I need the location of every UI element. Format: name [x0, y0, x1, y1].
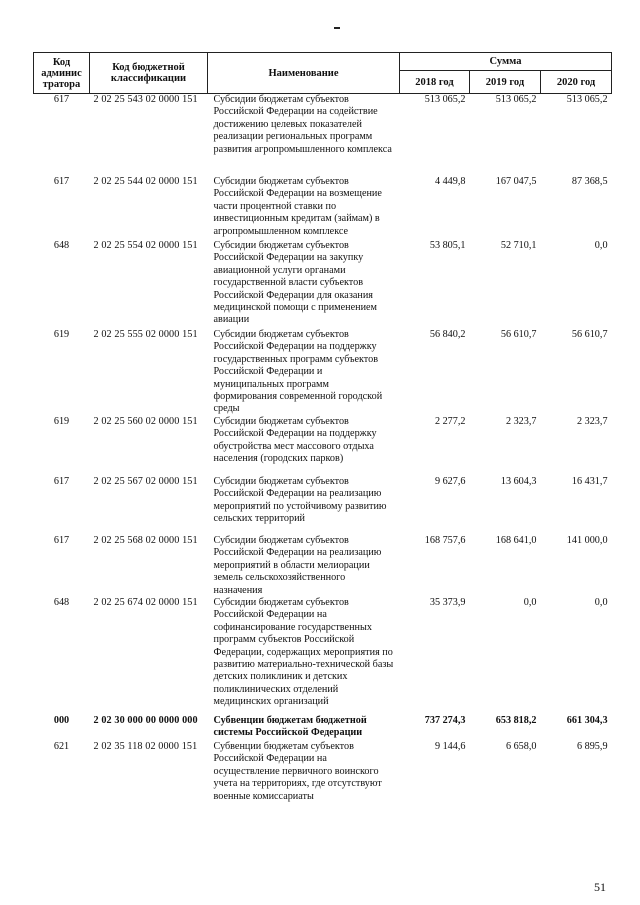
- top-dash-mark: [334, 27, 340, 29]
- admin-code-cell: 648: [53, 597, 70, 609]
- table-row: [34, 741, 612, 803]
- value-2019-cell: 168 641,0: [495, 535, 537, 546]
- budget-table-container: [33, 52, 611, 803]
- value-2018-cell: 168 757,6: [424, 535, 466, 546]
- name-cell: Субсидии бюджетам субъектов Российской Федерации на возмещение части процентной ставки по инвестиционным кредитам (займам) в агропромышленном комплексе: [213, 176, 382, 237]
- header-year-2020: 2020 год: [541, 71, 612, 94]
- value-2019-cell: 13 604,3: [500, 476, 537, 487]
- value-2019-cell: 653 818,2: [495, 715, 537, 727]
- table-row: [34, 240, 612, 329]
- value-2019-cell: 0,0: [523, 597, 537, 609]
- value-2020-cell: 6 895,9: [576, 741, 608, 753]
- admin-code-cell: 648: [53, 240, 70, 251]
- value-2018-cell: 513 065,2: [424, 94, 466, 105]
- header-year-2018: 2018 год: [400, 71, 470, 94]
- admin-code-cell: 617: [53, 94, 70, 105]
- header-name: Наименование: [208, 53, 400, 94]
- table-row: [34, 476, 612, 535]
- kbk-cell: 2 02 25 554 02 0000 151: [93, 240, 198, 251]
- kbk-cell: 2 02 25 674 02 0000 151: [93, 597, 198, 609]
- table-row-total: [34, 715, 612, 741]
- kbk-cell: 2 02 30 000 00 0000 000: [93, 715, 198, 727]
- value-2019-cell: 2 323,7: [505, 416, 537, 427]
- table-body: [34, 94, 612, 804]
- value-2020-cell: 56 610,7: [571, 329, 608, 340]
- header-admin-line: тратора: [42, 78, 81, 90]
- value-2018-cell: 53 805,1: [429, 240, 466, 251]
- kbk-cell: 2 02 35 118 02 0000 151: [93, 741, 198, 753]
- name-cell: Субсидии бюджетам субъектов Российской Федерации на реализацию мероприятий по устойчивому развитию сельских территорий: [213, 476, 387, 525]
- admin-code-cell: 619: [53, 329, 70, 340]
- value-2019-cell: 6 658,0: [505, 741, 537, 753]
- table-row: [34, 176, 612, 240]
- name-cell: Субсидии бюджетам субъектов Российской Федерации на поддержку обустройства мест массового отдыха населения (городских парков): [213, 416, 377, 465]
- admin-code-cell: 000: [53, 715, 70, 727]
- value-2018-cell: 737 274,3: [424, 715, 466, 727]
- header-kbk: [90, 53, 208, 94]
- value-2020-cell: 661 304,3: [566, 715, 608, 727]
- value-2018-cell: 56 840,2: [429, 329, 466, 340]
- name-cell: Субсидии бюджетам субъектов Российской Федерации на закупку авиационной услуги органами государственной власти субъектов Российской Федерации для оказания медицинской помощи с применением авиации: [213, 240, 377, 326]
- kbk-cell: 2 02 25 543 02 0000 151: [93, 94, 198, 105]
- table-row: [34, 535, 612, 597]
- value-2019-cell: 56 610,7: [500, 329, 537, 340]
- header-year-2019: 2019 год: [470, 71, 541, 94]
- value-2020-cell: 141 000,0: [566, 535, 608, 546]
- admin-code-cell: 621: [53, 741, 70, 753]
- name-cell: Субвенции бюджетам бюджетной системы Российской Федерации: [213, 715, 367, 739]
- budget-table: [33, 52, 612, 803]
- name-cell: Субсидии бюджетам субъектов Российской Федерации на софинансирование государственных программ субъектов Российской Федерации, содержащих мероприятия по развитию материально-технической базы детских поликлиник и детских поликлинических отделений медицинских организаций: [213, 597, 394, 708]
- value-2020-cell: 513 065,2: [566, 94, 608, 105]
- name-cell: Субвенции бюджетам субъектов Российской Федерации на осуществление первичного воинского учета на территориях, где отсутствуют военные комиссариаты: [213, 741, 382, 802]
- page-number: 51: [594, 880, 606, 894]
- kbk-cell: 2 02 25 567 02 0000 151: [93, 476, 198, 487]
- value-2018-cell: 35 373,9: [429, 597, 466, 609]
- kbk-cell: 2 02 25 568 02 0000 151: [93, 535, 198, 546]
- kbk-cell: 2 02 25 555 02 0000 151: [93, 329, 198, 340]
- header-kbk-line: классификации: [110, 73, 187, 84]
- table-row: [34, 597, 612, 715]
- value-2020-cell: 0,0: [594, 240, 608, 251]
- header-admin-code: [34, 53, 90, 94]
- value-2018-cell: 9 627,6: [434, 476, 466, 487]
- value-2019-cell: 167 047,5: [495, 176, 537, 187]
- name-cell: Субсидии бюджетам субъектов Российской Федерации на реализацию мероприятий в области мелиорации земель сельскохозяйственного назначения: [213, 535, 382, 596]
- value-2020-cell: 2 323,7: [576, 416, 608, 427]
- table-row: [34, 329, 612, 416]
- table-row: [34, 416, 612, 476]
- header-admin-line: админис: [41, 67, 82, 79]
- value-2019-cell: 52 710,1: [500, 240, 537, 251]
- value-2020-cell: 87 368,5: [571, 176, 608, 187]
- header-sum: Сумма: [400, 53, 612, 71]
- value-2018-cell: 4 449,8: [434, 176, 466, 187]
- header-kbk-line: Код бюджетной: [112, 62, 185, 73]
- name-cell: Субсидии бюджетам субъектов Российской Федерации на содействие достижению целевых показателей реализации региональных программ развития агропромышленного комплекса: [213, 94, 392, 155]
- header-admin-line: Код: [52, 56, 71, 68]
- kbk-cell: 2 02 25 544 02 0000 151: [93, 176, 198, 187]
- kbk-cell: 2 02 25 560 02 0000 151: [93, 416, 198, 427]
- name-cell: Субсидии бюджетам субъектов Российской Федерации на поддержку государственных программ субъектов Российской Федерации и муниципальных программ формирования современной городской среды: [213, 329, 383, 415]
- admin-code-cell: 617: [53, 476, 70, 487]
- value-2018-cell: 9 144,6: [434, 741, 466, 753]
- admin-code-cell: 617: [53, 535, 70, 546]
- value-2019-cell: 513 065,2: [495, 94, 537, 105]
- value-2020-cell: 0,0: [594, 597, 608, 609]
- admin-code-cell: 617: [53, 176, 70, 187]
- table-row: [34, 94, 612, 177]
- value-2020-cell: 16 431,7: [571, 476, 608, 487]
- table-header: [34, 53, 612, 94]
- admin-code-cell: 619: [53, 416, 70, 427]
- value-2018-cell: 2 277,2: [434, 416, 466, 427]
